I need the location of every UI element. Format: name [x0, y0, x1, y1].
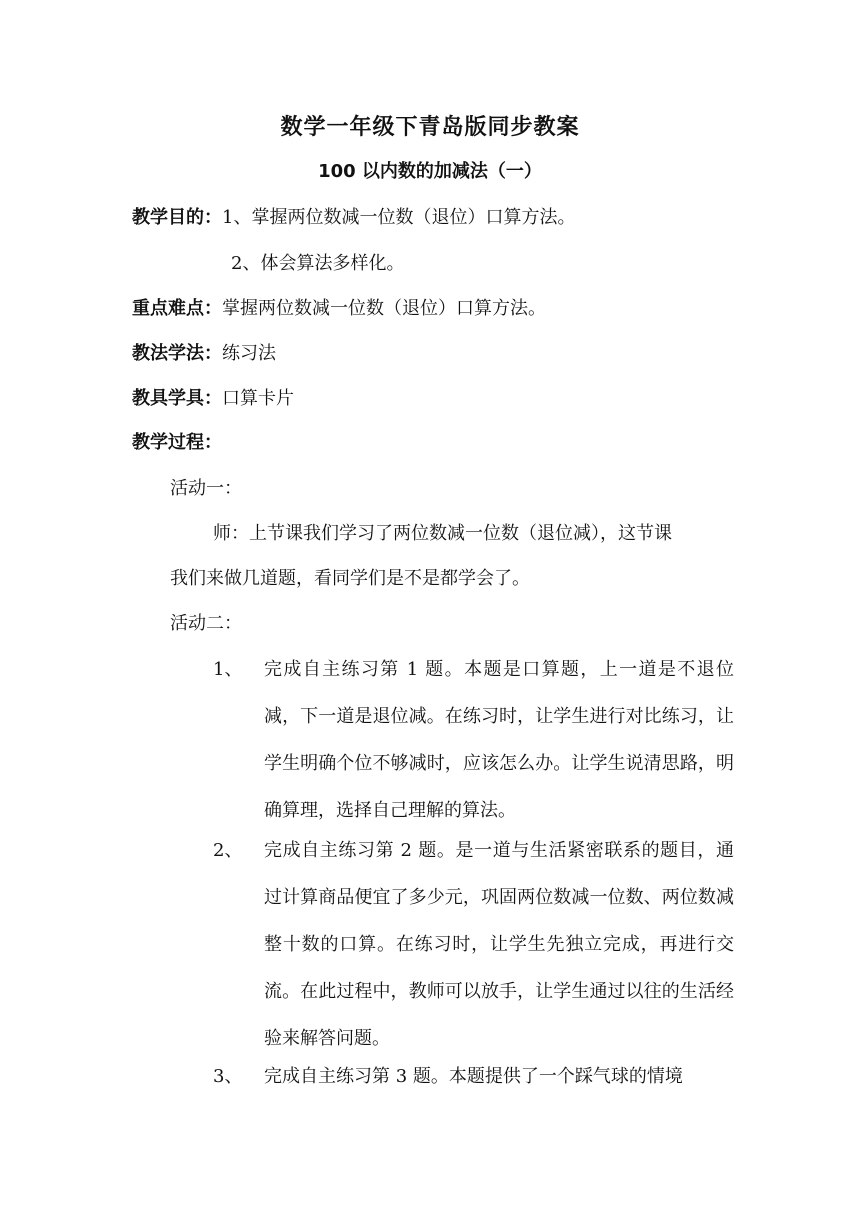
objectives-label: 教学目的： — [132, 207, 222, 228]
objectives-item-2: 2、体会算法多样化。 — [231, 253, 405, 274]
tools-line — [132, 384, 294, 414]
activity2-item-3-text: 完成自主练习第 3 题。本题提供了一个踩气球的情境 — [264, 1066, 683, 1087]
process-line — [132, 428, 222, 458]
document-subtitle: 100 以内数的加减法（一） — [318, 161, 542, 182]
process-label: 教学过程： — [132, 432, 222, 453]
activity2-item-2-number: 2、 — [213, 840, 243, 861]
methods-text: 练习法 — [222, 343, 276, 364]
tools-label: 教具学具： — [132, 388, 222, 409]
document-title: 数学一年级下青岛版同步教案 — [280, 115, 580, 140]
key-points-label: 重点难点： — [132, 298, 222, 319]
key-points-line — [132, 294, 546, 324]
activity2-item-3-number: 3、 — [213, 1066, 243, 1087]
methods-line — [132, 339, 276, 369]
activity2-item-2-text: 完成自主练习第 2 题。是一道与生活紧密联系的题目，通过计算商品便宜了多少元，巩固两位数减一位数、两位数减整十数的口算。在练习时，让学生先独立完成，再进行交流。在此过程中，教师可以放手，让学生通过以往的生活经验来解答问题。 — [264, 840, 734, 1049]
tools-text: 口算卡片 — [222, 388, 294, 409]
activity1-line-1: 师：上节课我们学习了两位数减一位数（退位减），这节课 — [213, 523, 672, 544]
methods-label: 教法学法： — [132, 343, 222, 364]
activity2-item-1-text: 完成自主练习第 1 题。本题是口算题，上一道是不退位减，下一道是退位减。在练习时，让学生进行对比练习，让学生明确个位不够减时，应该怎么办。让学生说清思路，明确算理，选择自己理解的算法。 — [264, 659, 734, 821]
objectives-item-1: 1、掌握两位数减一位数（退位）口算方法。 — [222, 207, 576, 228]
key-points-text: 掌握两位数减一位数（退位）口算方法。 — [222, 298, 546, 319]
activity1-line-2: 我们来做几道题，看同学们是不是都学会了。 — [170, 568, 530, 589]
activity2-item-1-number: 1、 — [213, 659, 243, 680]
activity2-label: 活动二： — [170, 613, 242, 634]
objectives-line — [132, 203, 575, 233]
activity1-label: 活动一： — [170, 478, 242, 499]
